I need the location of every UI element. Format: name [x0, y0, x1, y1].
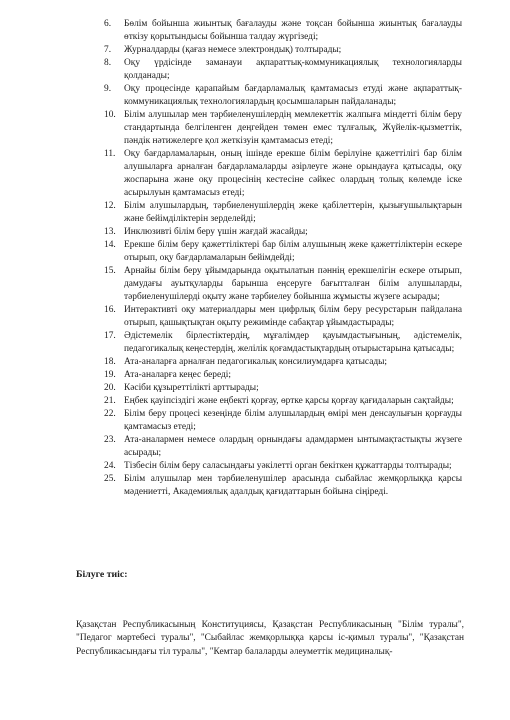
list-item-text: Білім алушылар мен тәрбиеленушілер арасында сыбайлас жемқорлыққа қарсы мәдениетті, Академиялық адалдық қағидаттарын бойына сіңіреді. [124, 474, 462, 497]
list-item-number: 7. [104, 45, 112, 55]
list-item-text: Оқу бағдарламаларын, оның ішінде ерекше білім берілуіне қажеттілігі бар білім алушыларға арналған бағдарламаларды әзірлеуге және орындауға қатысады, оқу жоспарына және оқу процесінің кестесіне сәйкес олардың толық көлемде іске асырылуын қамтамасыз етеді; [124, 149, 462, 198]
list-item-text: Еңбек қауіпсіздігі және еңбекті қорғау, өртке қарсы қорғау қағидаларын сақтайды; [124, 396, 454, 406]
list-item-number: 17. [104, 331, 116, 341]
list-item [0, 395, 510, 408]
list-item [0, 304, 510, 330]
list-item-number: 23. [104, 435, 116, 445]
list-item [0, 369, 510, 382]
list-item-number: 10. [104, 110, 116, 120]
list-item [0, 473, 510, 499]
list-item-number: 6. [104, 19, 112, 29]
list-item-text: Интерактивті оқу материалдары мен цифрлық білім беру ресурстарын пайдалана отырып, қашықтықтан оқыту режимінде сабақтар ұйымдастырады; [124, 305, 462, 328]
list-item-number: 20. [104, 383, 116, 393]
list-item-text: Білім алушылар мен тәрбиеленушілердің мемлекеттік жалпыға міндетті білім беру стандартында белгіленген деңгейден төмен емес тұлғалық, Жүйелік-қызметтік, пәндік нәтижелерге қол жеткізуін қамтамасыз етеді; [124, 110, 462, 146]
list-item-number: 25. [104, 474, 116, 484]
list-item-text: Кәсіби құзыреттілікті арттырады; [124, 383, 259, 393]
list-item-text: Ата-аналарға кеңес береді; [124, 370, 232, 380]
list-item [0, 330, 510, 356]
list-item-number: 16. [104, 305, 116, 315]
list-item-number: 12. [104, 201, 116, 211]
list-item [0, 434, 510, 460]
list-item-text: Бөлім бойынша жиынтық бағалауды және тоқсан бойынша жиынтық бағалауды өткізу қорытындысы бойынша талдау жүргізеді; [124, 19, 462, 42]
list-item [0, 109, 510, 148]
list-item-text: Әдістемелік бірлестіктердің, мұғалімдер қауымдастығының, әдістемелік, педагогикалық кеңестердің, желілік қоғамдастықтардың отырыстарына қатысады; [124, 331, 462, 354]
list-item-number: 22. [104, 409, 116, 419]
knowledge-paragraph: Қазақстан Республикасының Конституциясы, Қазақстан Республикасының "Білім туралы", "Педагог мәртебесі туралы", "Сыбайлас жемқорлыққа қарсы іс-қимыл туралы", "Қазақстан Республикасындағы тіл туралы", "Кемтар балаларды әлеуметтік медициналық- [76, 620, 464, 657]
list-item-text: Білім алушылардың, тәрбиеленушілердің жеке қабілеттерін, қызығушылықтарын және бейімділіктерін зерделейді; [124, 201, 462, 224]
list-item-text: Ата-аналармен немесе олардың орнындағы адамдармен ынтымақтастықты жүзеге асырады; [124, 435, 462, 458]
list-item-number: 24. [104, 461, 116, 471]
list-item-text: Арнайы білім беру ұйымдарында оқытылатын пәннің ерекшелігін ескере отырып, дамудағы ауытқуларды барынша еңсеруге бағытталған білім алушыларды, тәрбиеленушілерді оқыту және тәрбиелеу бойынша жұмысты жүзеге асырады; [124, 266, 462, 302]
list-item [0, 44, 510, 57]
list-item-number: 8. [104, 58, 112, 68]
list-item-text: Журналдарды (қағаз немесе электрондық) толтырады; [124, 45, 342, 55]
list-item [0, 382, 510, 395]
list-item [0, 408, 510, 434]
list-item [0, 460, 510, 473]
list-item [0, 226, 510, 239]
list-item-number: 19. [104, 370, 116, 380]
list-item-text: Оқу үрдісінде заманауи ақпараттық-коммуникациялық технологияларды қолданады; [124, 58, 462, 81]
list-item-text: Ата-аналарға арналған педагогикалық консилиумдарға қатысады; [124, 357, 388, 367]
list-item-number: 9. [104, 84, 112, 94]
list-item-number: 13. [104, 227, 116, 237]
duties-list [0, 18, 510, 499]
list-item-number: 15. [104, 266, 116, 276]
list-item-number: 14. [104, 240, 116, 250]
list-item-number: 18. [104, 357, 116, 367]
list-item [0, 265, 510, 304]
list-item [0, 356, 510, 369]
list-item-text: Білім беру процесі кезеңінде білім алушылардың өмірі мен денсаулығын қорғауды қамтамасыз етеді; [124, 409, 462, 432]
list-item-number: 21. [104, 396, 116, 406]
list-item-text: Тізбесін білім беру саласындағы уәкілетті орган бекіткен құжаттарды толтырады; [124, 461, 452, 471]
section-heading: Білуге тиіс: [76, 569, 128, 580]
list-item [0, 83, 510, 109]
list-item-text: Инклюзивті білім беру үшін жағдай жасайды; [124, 227, 308, 237]
list-item [0, 57, 510, 83]
list-item [0, 18, 510, 44]
list-item-number: 11. [104, 149, 116, 159]
list-item [0, 200, 510, 226]
list-item [0, 239, 510, 265]
list-item-text: Ерекше білім беру қажеттіліктері бар білім алушының жеке қажеттіліктерін ескере отырып, оқу бағдарламаларын бейімдейді; [124, 240, 462, 263]
list-item [0, 148, 510, 200]
list-item-text: Оқу процесінде қарапайым бағдарламалық қамтамасыз етуді және ақпараттық-коммуникациялық технологиялардың қосымшаларын пайдаланады; [124, 84, 462, 107]
